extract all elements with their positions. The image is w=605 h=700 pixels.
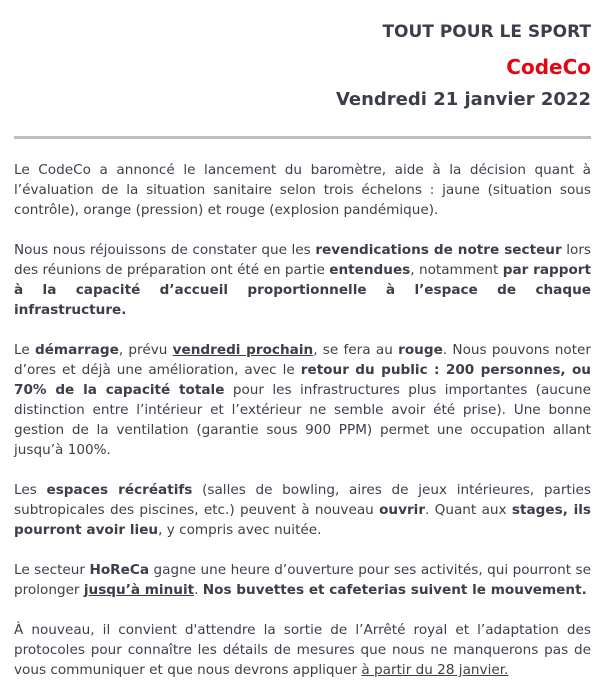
- publication-date: Vendredi 21 janvier 2022: [335, 89, 591, 110]
- emphasis: espaces récréatifs: [46, 482, 193, 498]
- emphasis: rouge: [398, 342, 443, 358]
- emphasis: revendications de notre secteur: [315, 242, 562, 258]
- paragraph-recreational-spaces: Les espaces récréatifs (salles de bowling, aires de jeux intérieures, parties subtropicales des piscines, etc.) peuvent à nouveau ouvrir. Quant aux stages, ils pourront avoir lieu, y compris avec nuitée.: [14, 482, 591, 538]
- emphasis-underlined: jusqu’à minuit: [83, 582, 195, 598]
- emphasis-underlined: vendredi prochain: [172, 342, 314, 358]
- paragraph-sector-demands: Nous nous réjouissons de constater que les revendications de notre secteur lors des réunions de préparation ont été en partie entendues, notamment par rapport à la capacité d’accueil proportionnelle à l’espace de chaque infrastructure.: [14, 242, 591, 318]
- paragraph-horeca: Le secteur HoReCa gagne une heure d’ouverture pour ses activités, qui pourront se prolonger jusqu’à minuit. Nos buvettes et cafeterias suivent le mouvement.: [14, 562, 591, 598]
- header-divider: [14, 136, 591, 139]
- paragraph-barometer: Le CodeCo a annoncé le lancement du baromètre, aide à la décision quant à l’évaluation de la situation sanitaire selon trois échelons : jaune (situation sous contrôle), orange (pression) et rouge (explosion pandémique).: [14, 162, 591, 218]
- emphasis: stages, ils pourront avoir lieu: [14, 502, 591, 538]
- emphasis: démarrage: [34, 342, 119, 358]
- newsletter-header: [336, 0, 591, 110]
- emphasis: Nos buvettes et cafeterias suivent le mouvement.: [202, 582, 587, 598]
- article-body: [14, 160, 591, 700]
- underlined-date: à partir du 28 janvier.: [361, 662, 509, 678]
- newsletter-title: TOUT POUR LE SPORT: [382, 22, 591, 42]
- organization-name: CodeCo: [506, 55, 591, 79]
- paragraph-royal-decree: À nouveau, il convient d'attendre la sortie de l’Arrêté royal et l’adaptation des protocoles pour connaître les détails de mesures que nous ne manquerons pas de vous communiquer et que nous devrons appliquer à partir du 28 janvier.: [14, 622, 591, 678]
- emphasis: HoReCa: [89, 562, 150, 578]
- emphasis: retour du public : 200 personnes, ou 70% de la capacité totale: [14, 362, 591, 398]
- emphasis: par rapport à la capacité d’accueil proportionnelle à l’espace de chaque infrastructure.: [14, 262, 591, 318]
- emphasis: ouvrir: [379, 502, 426, 518]
- paragraph-restart: Le démarrage, prévu vendredi prochain, se fera au rouge. Nous pouvons noter d’ores et déjà une amélioration, avec le retour du public : 200 personnes, ou 70% de la capacité totale pour les infrastructures plus importantes (aucune distinction entre l’intérieur et l’extérieur ne semble avoir été prise). Une bonne gestion de la ventilation (garantie sous 900 PPM) permet une occupation allant jusqu’à 100%.: [14, 342, 591, 458]
- emphasis: entendues: [329, 262, 411, 278]
